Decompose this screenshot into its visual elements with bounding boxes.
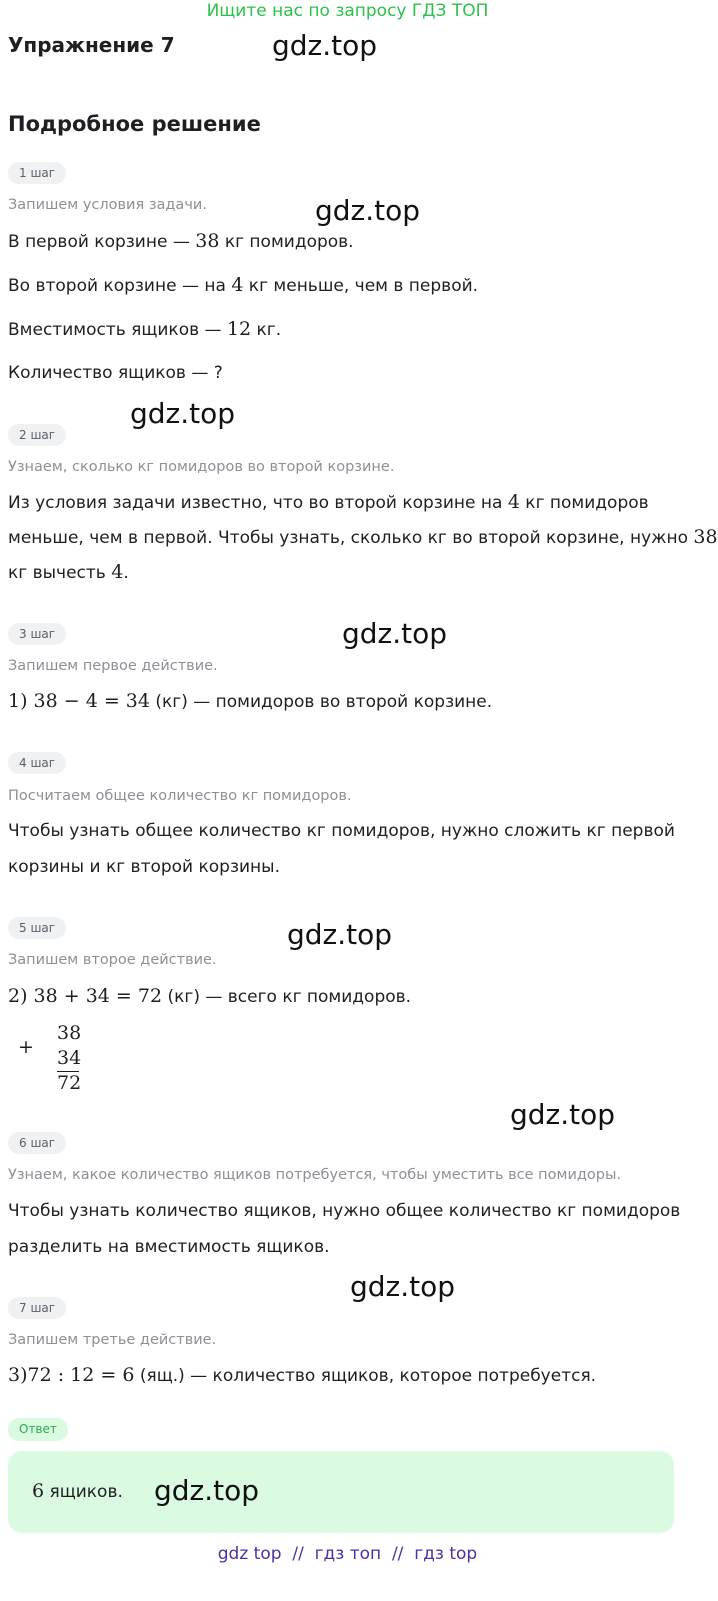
column-operand: 34 xyxy=(57,1047,82,1069)
step-hint: Узнаем, какое количество ящиков потребуется, чтобы уместить все помидоры. xyxy=(8,1167,622,1183)
step-line: Во второй корзине — на 4 кг меньше, чем в первой. xyxy=(8,274,479,296)
answer-badge: Ответ xyxy=(8,1418,68,1441)
watermark: gdz.top xyxy=(272,29,378,62)
search-banner[interactable]: Ищите нас по запросу ГДЗ ТОП xyxy=(206,1,489,21)
step-hint: Запишем третье действие. xyxy=(8,1332,217,1348)
step-badge: 2 шаг xyxy=(8,424,66,446)
watermark: gdz.top xyxy=(350,1270,456,1303)
step-hint: Запишем второе действие. xyxy=(8,952,217,968)
step-line: 2) 38 + 34 = 72 (кг) — всего кг помидоров. xyxy=(8,985,412,1007)
answer-text: 6 ящиков. xyxy=(32,1480,123,1502)
step-badge: 5 шаг xyxy=(8,917,66,939)
watermark: gdz.top xyxy=(287,918,393,951)
step-line: 3)72 : 12 = 6 (ящ.) — количество ящиков, которое потребуется. xyxy=(8,1364,597,1386)
step-hint: Запишем условия задачи. xyxy=(8,197,207,213)
step-line: 1) 38 − 4 = 34 (кг) — помидоров во второй корзине. xyxy=(8,690,493,712)
section-title: Подробное решение xyxy=(8,112,261,136)
page-title: Упражнение 7 xyxy=(8,33,175,57)
step-line: Чтобы узнать общее количество кг помидоров, нужно сложить кг первой xyxy=(8,821,675,841)
column-operand: 38 xyxy=(57,1022,82,1044)
step-badge: 3 шаг xyxy=(8,623,66,645)
step-hint: Узнаем, сколько кг помидоров во второй корзине. xyxy=(8,459,395,475)
step-badge: 6 шаг xyxy=(8,1132,66,1154)
step-line: кг вычесть 4. xyxy=(8,561,129,583)
step-line: Количество ящиков — ? xyxy=(8,363,223,383)
step-line: разделить на вместимость ящиков. xyxy=(8,1237,330,1257)
watermark: gdz.top xyxy=(130,397,236,430)
plus-sign: + xyxy=(18,1036,34,1058)
step-line: Вместимость ящиков — 12 кг. xyxy=(8,318,282,340)
watermark: gdz.top xyxy=(342,617,448,650)
step-line: Из условия задачи известно, что во второй корзине на 4 кг помидоров xyxy=(8,491,649,513)
step-hint: Запишем первое действие. xyxy=(8,658,218,674)
step-line: меньше, чем в первой. Чтобы узнать, сколько кг во второй корзине, нужно 38 xyxy=(8,526,718,548)
footer-links[interactable]: gdz top // гдз топ // гдз top xyxy=(217,1544,478,1564)
watermark: gdz.top xyxy=(510,1098,616,1131)
step-line: корзины и кг второй корзины. xyxy=(8,857,280,877)
column-result: 72 xyxy=(57,1072,82,1094)
watermark: gdz.top xyxy=(154,1474,260,1507)
step-hint: Посчитаем общее количество кг помидоров. xyxy=(8,788,352,804)
step-badge: 1 шаг xyxy=(8,162,66,184)
step-line: В первой корзине — 38 кг помидоров. xyxy=(8,230,354,252)
column-addition xyxy=(0,1021,120,1097)
step-badge: 4 шаг xyxy=(8,752,66,774)
step-line: Чтобы узнать количество ящиков, нужно общее количество кг помидоров xyxy=(8,1201,681,1221)
watermark: gdz.top xyxy=(315,194,421,227)
step-badge: 7 шаг xyxy=(8,1297,66,1319)
